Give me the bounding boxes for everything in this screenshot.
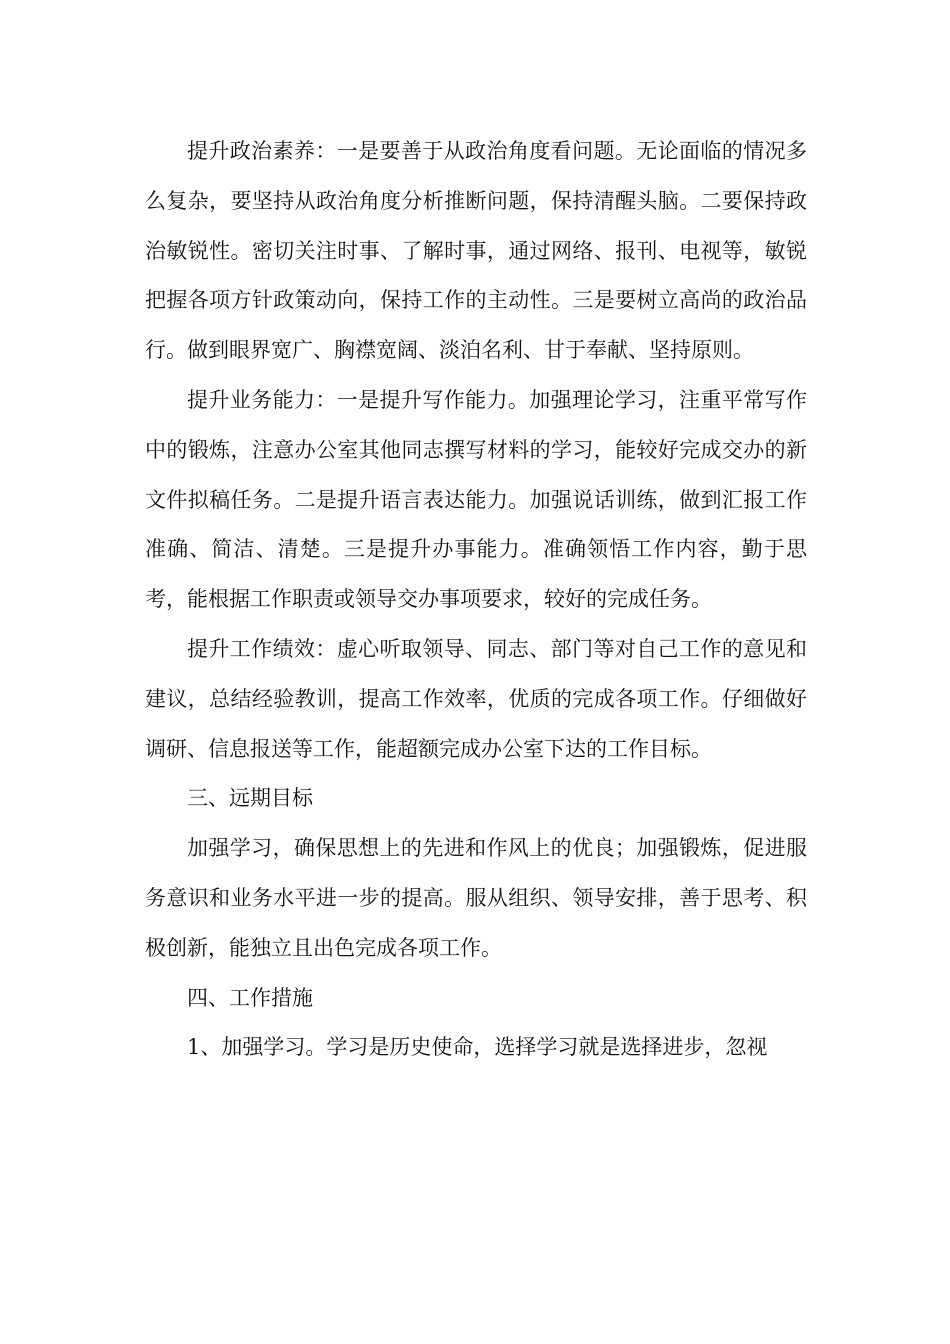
paragraph-long-term-goals: 加强学习，确保思想上的先进和作风上的优良；加强锻炼，促进服务意识和业务水平进一步的提高。服从组织、领导安排，善于思考、积极创新，能独立且出色完成各项工作。 — [145, 836, 807, 960]
paragraph-work-performance: 提升工作绩效：虚心听取领导、同志、部门等对自己工作的意见和建议，总结经验教训，提高工作效率，优质的完成各项工作。仔细做好调研、信息报送等工作，能超额完成办公室下达的工作目标。 — [145, 636, 807, 761]
section-heading-long-term-goals: 三、远期目标 — [187, 786, 313, 811]
section-heading-work-measures: 四、工作措施 — [187, 985, 313, 1010]
paragraph-political-literacy: 提升政治素养：一是要善于从政治角度看问题。无论面临的情况多么复杂，要坚持从政治角度分析推断问题，保持清醒头脑。二要保持政治敏锐性。密切关注时事、了解时事，通过网络、报刊、电视等，敏锐把握各项方针政策动向，保持工作的主动性。三是要树立高尚的政治品行。做到眼界宽广、胸襟宽阔、淡泊名利、甘于奉献、坚持原则。 — [145, 139, 807, 363]
document-page — [145, 127, 807, 1073]
paragraph-business-ability: 提升业务能力：一是提升写作能力。加强理论学习，注重平常写作中的锻炼，注意办公室其他同志撰写材料的学习，能较好完成交办的新文件拟稿任务。二是提升语言表达能力。加强说话训练，做到汇报工作准确、简洁、清楚。三是提升办事能力。准确领悟工作内容，勤于思考，能根据工作职责或领导交办事项要求，较好的完成任务。 — [145, 387, 807, 612]
paragraph-work-measures: 1、加强学习。学习是历史使命，选择学习就是选择进步，忽视 — [187, 1035, 768, 1060]
